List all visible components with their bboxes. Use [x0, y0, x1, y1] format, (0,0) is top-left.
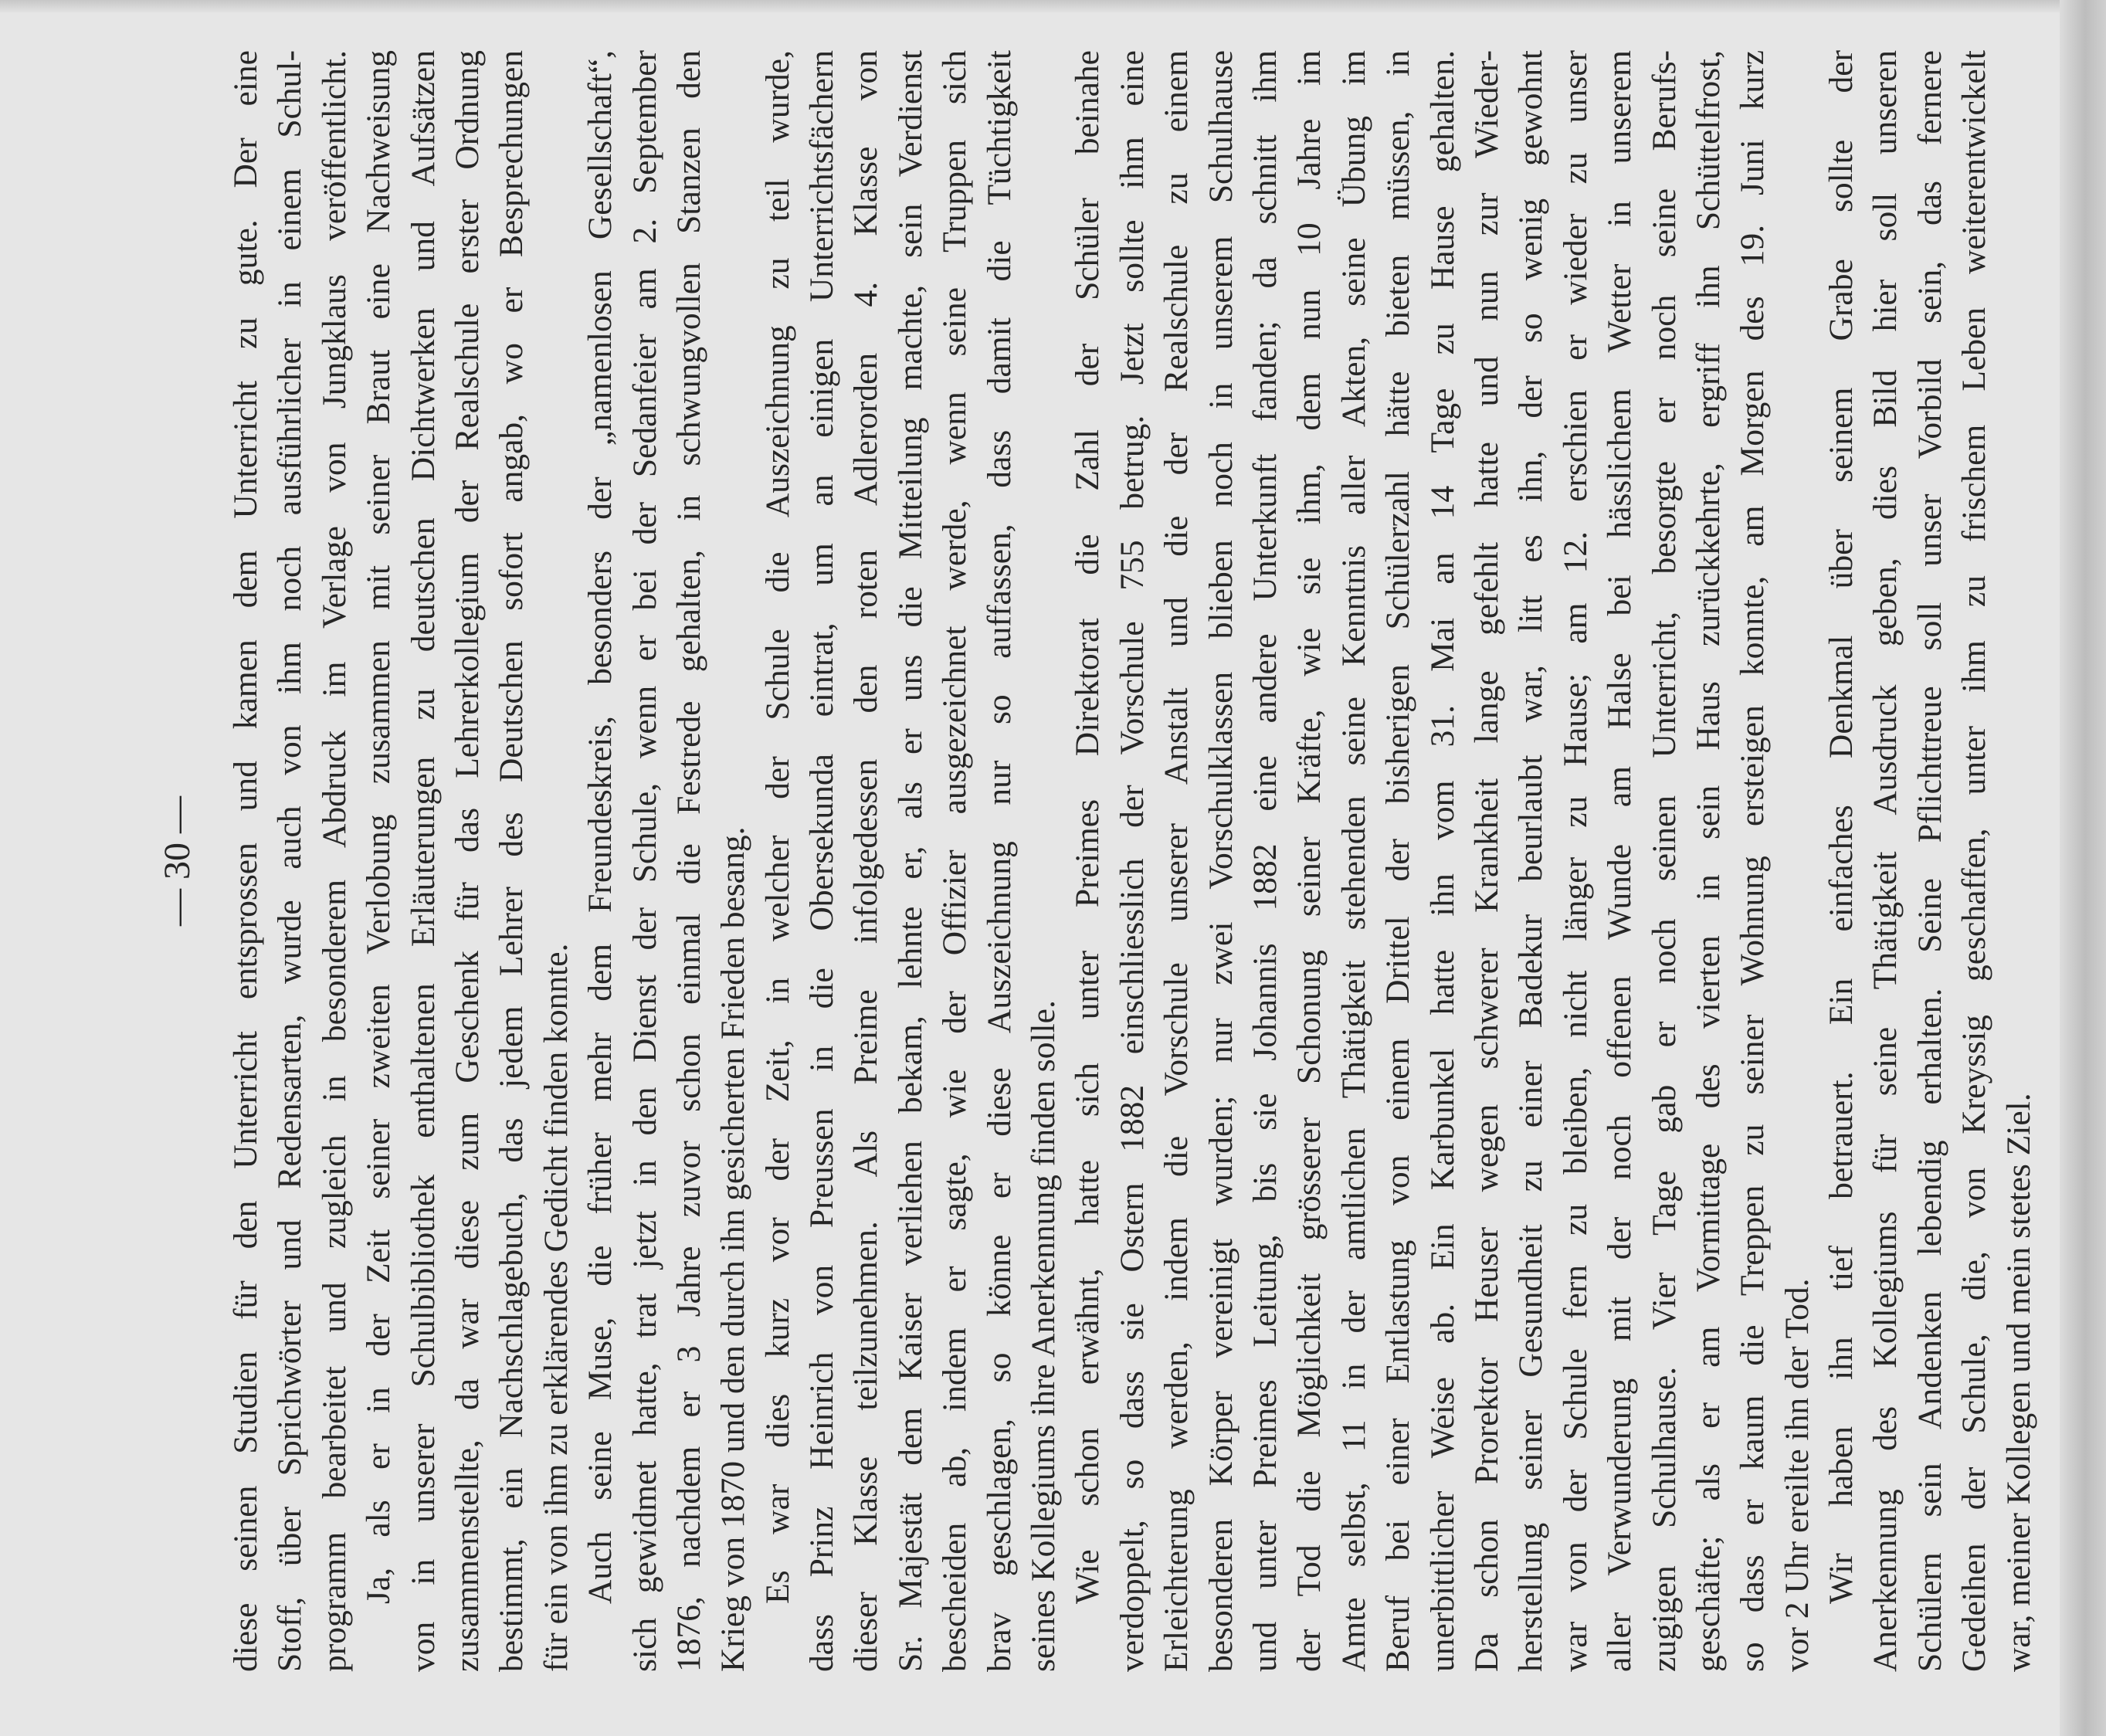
text-line: Ja, als er in der Zeit seiner zweiten Verlobung zusammen mit seiner Braut eine Nachweisung — [360, 50, 398, 1604]
text-line: sich gewidmet hatte, trat jetzt in den Dienst der Schule, wenn er bei der Sedanfeier am 2. September — [626, 50, 663, 1672]
text-line: Es war dies kurz vor der Zeit, in welcher der Schule die Auszeichnung zu teil wurde, — [758, 50, 796, 1604]
text-line: Krieg von 1870 und den durch ihn gesicherten Frieden besang. — [714, 826, 752, 1672]
text-line: Anerkennung des Kollegiums für seine Thätigkeit Ausdruck geben, dies Bild hier soll unseren — [1867, 50, 1904, 1672]
text-line: von in unserer Schulbibliothek enthaltenen Erläuterungen zu deutschen Dichtwerken und Aufsätzen — [404, 50, 442, 1672]
text-line: diese seinen Studien für den Unterricht entsprossen und kamen dem Unterricht zu gute. Der eine — [227, 50, 264, 1672]
text-line: bestimmt, ein Nachschlagebuch, das jedem Lehrer des Deutschen sofort angab, wo er Besprechungen — [493, 50, 531, 1672]
text-line: für ein von ihm zu erklärendes Gedicht finden konnte. — [537, 943, 575, 1672]
text-line: besonderen Körper vereinigt wurden; nur zwei Vorschulklassen blieben noch in unserem Schulhause — [1202, 50, 1240, 1672]
text-line: verdoppelt, so dass sie Ostern 1882 einschliesslich der Vorschule 755 betrug. Jetzt sollte ihm eine — [1113, 50, 1151, 1672]
text-line: Sr. Majestät dem Kaiser verliehen bekam, lehnte er, als er uns die Mitteilung machte, sein Verdienst — [891, 50, 929, 1672]
text-line: 1876, nachdem er 3 Jahre zuvor schon einmal die Festrede gehalten, in schwungvollen Stanzen den — [670, 50, 707, 1672]
text-line: Stoff, über Sprichwörter und Redensarten, wurde auch von ihm noch ausführlicher in einem Schul- — [271, 50, 309, 1672]
text-line: war, meiner Kollegen und mein stetes Ziel. — [1999, 1093, 2037, 1672]
text-line: unerbittlicher Weise ab. Ein Karbunkel hatte ihn vom 31. Mai an 14 Tage zu Hause gehalten. — [1423, 50, 1461, 1672]
text-line: und unter Preimes Leitung, bis sie Johannis 1882 eine andere Unterkunft fanden; da schnitt ihm — [1246, 50, 1284, 1672]
text-line: der Tod die Möglichkeit grösserer Schonung seiner Kräfte, wie sie ihm, dem nun 10 Jahre im — [1290, 50, 1328, 1672]
text-line: dieser Klasse teilzunehmen. Als Preime infolgedessen den roten Adlerorden 4. Klasse von — [847, 50, 885, 1672]
text-line: Gedeihen der Schule, die, von Kreyssig geschaffen, unter ihm zu frischem Leben weiterentwickelt — [1955, 50, 1993, 1672]
text-line: dass Prinz Heinrich von Preussen in die Obersekunda eintrat, um an einigen Unterrichtsfächern — [803, 50, 841, 1672]
text-line: war von der Schule fern zu bleiben, nicht länger zu Hause; am 12. erschien er wieder zu unser — [1556, 50, 1594, 1672]
body-text — [224, 50, 2041, 1672]
text-line: aller Verwunderung mit der noch offenen Wunde am Halse bei hässlichem Wetter in unserem — [1601, 50, 1639, 1672]
text-line: seines Kollegiums ihre Anerkennung finden solle. — [1025, 1000, 1063, 1672]
scan-right-edge — [2060, 0, 2106, 1736]
text-line: brav geschlagen, so könne er diese Auszeichnung nur so auffassen, dass damit die Tüchtigkeit — [980, 50, 1018, 1672]
text-line: vor 2 Uhr ereilte ihn der Tod. — [1778, 1278, 1816, 1672]
text-line: Wie schon erwähnt, hatte sich unter Preimes Direktorat die Zahl der Schüler beinahe — [1069, 50, 1107, 1604]
text-line: Schülern sein Andenken lebendig erhalten. Seine Pflichttreue soll unser Vorbild sein, das fernere — [1911, 50, 1948, 1672]
page-number-header: — 30 — — [157, 796, 198, 926]
text-line: Wir haben ihn tief betrauert. Ein einfaches Denkmal über seinem Grabe sollte der — [1823, 50, 1860, 1604]
text-line: herstellung seiner Gesundheit zu einer Badekur beurlaubt war, litt es ihn, der so wenig gewohnt — [1512, 50, 1550, 1672]
rotated-page-content — [151, 50, 2037, 1672]
text-line: programm bearbeitet und zugleich in besonderem Abdruck im Verlage von Jungklaus veröffentlicht. — [315, 50, 353, 1672]
text-line: zugigen Schulhause. Vier Tage gab er noch seinen Unterricht, besorgte er noch seine Berufs- — [1645, 50, 1683, 1672]
text-line: Erleichterung werden, indem die Vorschule unserer Anstalt und die der Realschule zu einem — [1158, 50, 1195, 1672]
scan-top-edge — [0, 0, 2106, 12]
text-line: geschäfte; als er am Vormittage des vierten in sein Haus zurückkehrte, ergriff ihn Schüttelfrost, — [1689, 50, 1727, 1672]
text-line: zusammenstellte, da war diese zum Geschenk für das Lehrerkollegium der Realschule erster Ordnung — [448, 50, 486, 1672]
text-line: bescheiden ab, indem er sagte, wie der Offizier ausgezeichnet werde, wenn seine Truppen sich — [936, 50, 974, 1672]
text-line: Amte selbst, 11 in der amtlichen Thätigkeit stehenden seine Kenntnis aller Akten, seine Übung im — [1334, 50, 1372, 1672]
text-line: so dass er kaum die Treppen zu seiner Wohnung ersteigen konnte, am Morgen des 19. Juni kurz — [1734, 50, 1772, 1672]
text-line: Da schon Prorektor Heuser wegen schwerer Krankheit lange gefehlt hatte und nun zur Wieder- — [1467, 50, 1505, 1672]
text-line: Beruf bei einer Entlastung von einem Drittel der bisherigen Schülerzahl hätte bieten müssen, in — [1379, 50, 1417, 1672]
text-line: Auch seine Muse, die früher mehr dem Freundeskreis, besonders der „namenlosen Gesellschaft“, — [582, 50, 619, 1604]
